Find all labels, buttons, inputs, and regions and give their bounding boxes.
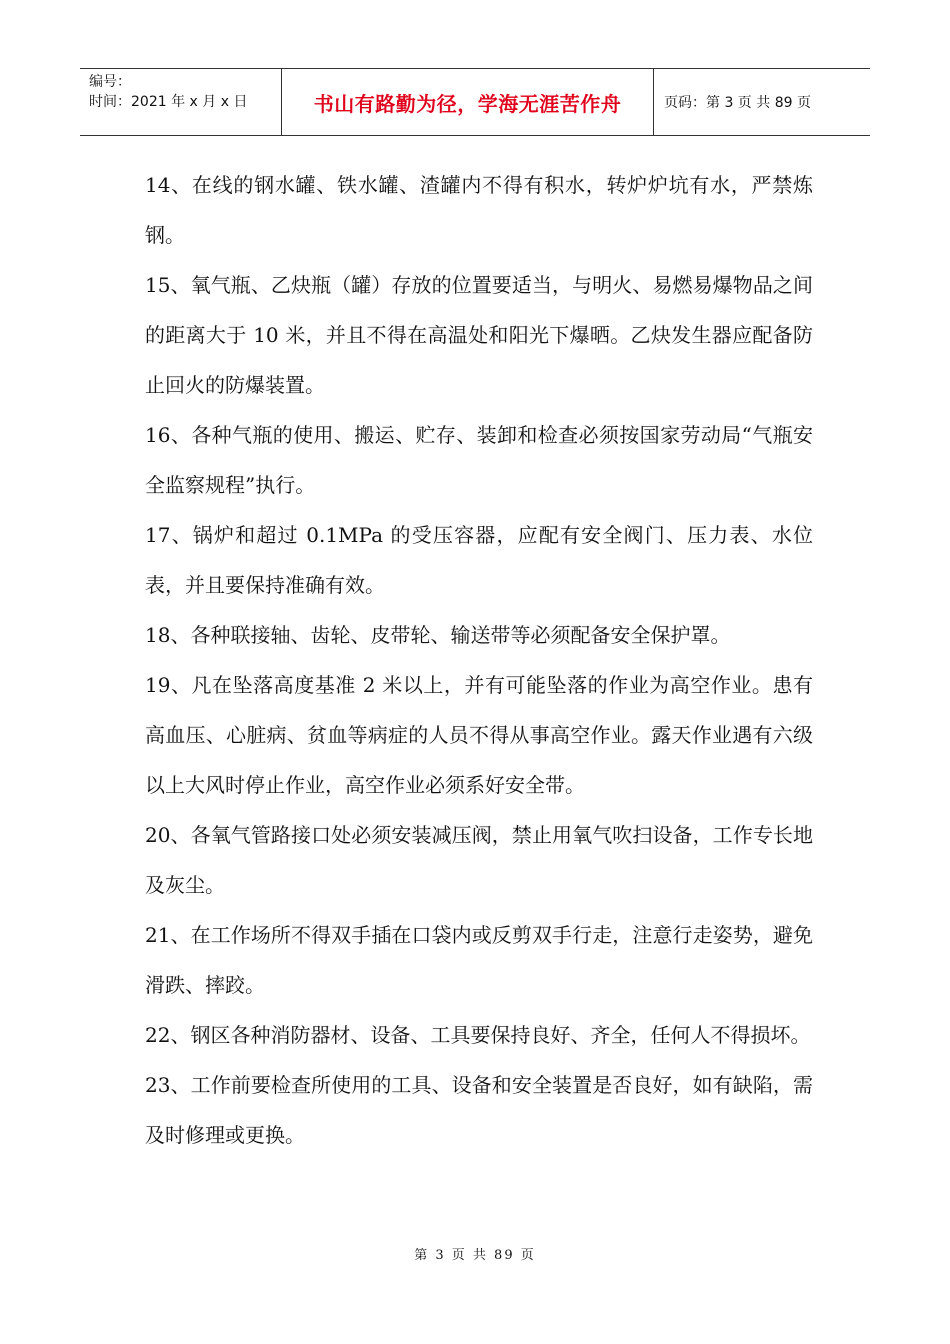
document-header [80, 68, 870, 136]
page-footer: 第 3 页 共 89 页 [414, 1248, 536, 1263]
header-motto: 书山有路勤为径，学海无涯苦作舟 [282, 69, 654, 135]
paragraph-21: 21、在工作场所不得双手插在口袋内或反剪双手行走，注意行走姿势，避免滑跌、摔跤。 [145, 923, 813, 997]
paragraph-15: 15、氧气瓶、乙炔瓶（罐）存放的位置要适当，与明火、易燃易爆物品之间的距离大于 10 米，并且不得在高温处和阳光下爆晒。乙炔发生器应配备防止回火的防爆装置。 [145, 273, 813, 397]
paragraph-19: 19、凡在坠落高度基准 2 米以上，并有可能坠落的作业为高空作业。患有高血压、心脏病、贫血等病症的人员不得从事高空作业。露天作业遇有六级以上大风时停止作业，高空作业必须系好安全带。 [145, 673, 813, 797]
header-page-info: 页码：第 3 页 共 89 页 [664, 95, 811, 111]
document-date: 时间：2021 年 x 月 x 日 [89, 94, 248, 110]
paragraph-23: 23、工作前要检查所使用的工具、设备和安全装置是否良好，如有缺陷，需及时修理或更换。 [145, 1073, 813, 1147]
header-meta [80, 69, 282, 135]
paragraph-14: 14、在线的钢水罐、铁水罐、渣罐内不得有积水，转炉炉坑有水，严禁炼钢。 [145, 173, 813, 247]
document-number-label: 编号： [89, 74, 131, 90]
paragraph-18: 18、各种联接轴、齿轮、皮带轮、输送带等必须配备安全保护罩。 [145, 623, 731, 647]
paragraph-17: 17、锅炉和超过 0.1MPa 的受压容器，应配有安全阀门、压力表、水位表，并且要保持准确有效。 [145, 523, 813, 597]
document-body [145, 160, 813, 1160]
paragraph-20: 20、各氧气管路接口处必须安装减压阀，禁止用氧气吹扫设备，工作专长地及灰尘。 [145, 823, 813, 897]
paragraph-22: 22、钢区各种消防器材、设备、工具要保持良好、齐全，任何人不得损坏。 [145, 1023, 811, 1047]
paragraph-16: 16、各种气瓶的使用、搬运、贮存、装卸和检查必须按国家劳动局“气瓶安全监察规程”执行。 [145, 423, 813, 497]
